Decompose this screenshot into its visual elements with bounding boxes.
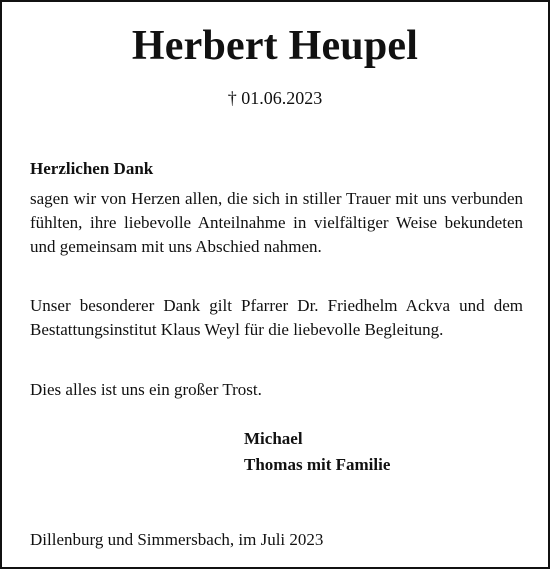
- thanks-paragraph: sagen wir von Herzen allen, die sich in stiller Trauer mit uns verbunden fühlten, ihre liebevolle Anteilnahme in vielfältiger Weise bekundeten und gemeinsam mit uns Abschied nahmen.: [30, 189, 523, 256]
- closing-sentence: Dies alles ist uns ein großer Trost.: [30, 380, 262, 399]
- death-date: † 01.06.2023: [227, 88, 323, 108]
- deceased-name: Herbert Heupel: [131, 23, 419, 69]
- special-thanks-paragraph: Unser besonderer Dank gilt Pfarrer Dr. Friedhelm Ackva und dem Bestattungsinstitut Klaus Weyl für die liebevolle Begleitung.: [30, 296, 523, 339]
- signatory: Michael: [244, 429, 303, 448]
- place-and-date: Dillenburg und Simmersbach, im Juli 2023: [30, 530, 324, 549]
- thanks-heading: Herzlichen Dank: [30, 159, 154, 178]
- signatory: Thomas mit Familie: [244, 455, 391, 474]
